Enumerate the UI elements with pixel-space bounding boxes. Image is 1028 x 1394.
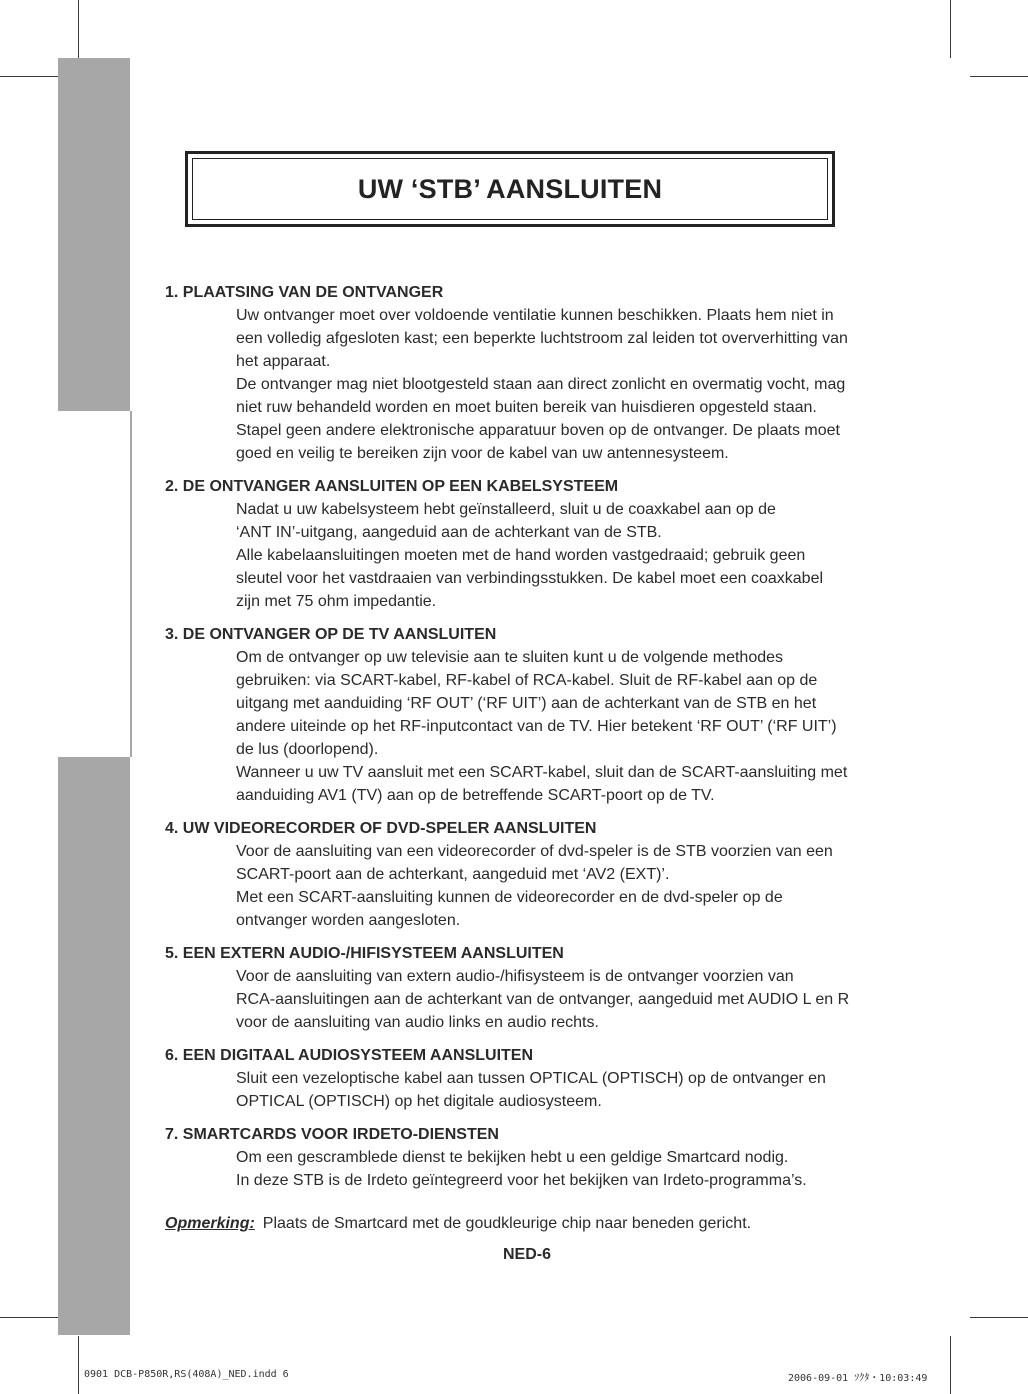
section-heading: 6. EEN DIGITAAL AUDIOSYSTEEM AANSLUITEN bbox=[165, 1047, 534, 1064]
instructions-content bbox=[165, 281, 875, 1202]
section-heading: 5. EEN EXTERN AUDIO-/HIFISYSTEEM AANSLUITEN bbox=[165, 945, 564, 962]
section-paragraph: De ontvanger mag niet blootgesteld staan aan direct zonlicht en overmatig vocht, mag niet ruw behandeld worden en moet buiten bereik van huisdieren opgesteld staan. Stapel geen andere elektronische apparatuur boven op de ontvanger. De plaats moet goed en veilig te bereiken zijn voor de kabel van uw antennesysteem. bbox=[236, 376, 846, 462]
section-digital-audio bbox=[165, 1044, 875, 1113]
note-label: Opmerking: bbox=[165, 1215, 255, 1232]
slug-file-info: 0901 DCB-P850R,RS(408A)_NED.indd 6 bbox=[84, 1369, 289, 1380]
section-paragraph: Met een SCART-aansluiting kunnen de videorecorder en de dvd-speler op de ontvanger worden aangesloten. bbox=[236, 889, 783, 929]
section-vcr-dvd bbox=[165, 817, 875, 932]
crop-mark bbox=[0, 76, 58, 77]
section-paragraph: Nadat u uw kabelsysteem hebt geïnstalleerd, sluit u de coaxkabel aan op de ‘ANT IN’-uitgang, aangeduid aan de achterkant van de STB. bbox=[236, 501, 776, 541]
side-tab-divider bbox=[130, 411, 132, 757]
section-heading: 2. DE ONTVANGER AANSLUITEN OP EEN KABELSYSTEEM bbox=[165, 478, 619, 495]
section-paragraph: Voor de aansluiting van een videorecorder of dvd-speler is de STB voorzien van een SCART-poort aan de achterkant, aangeduid met ‘AV2 (EXT)’. bbox=[236, 843, 833, 883]
section-smartcards bbox=[165, 1123, 875, 1192]
note bbox=[165, 1212, 751, 1235]
crop-mark bbox=[950, 1336, 951, 1394]
title-box bbox=[185, 151, 835, 227]
section-paragraph: Sluit een vezeloptische kabel aan tussen OPTICAL (OPTISCH) op de ontvanger en OPTICAL (OPTISCH) op het digitale audiosysteem. bbox=[236, 1070, 826, 1110]
crop-mark bbox=[78, 1336, 79, 1394]
section-placement bbox=[165, 281, 875, 465]
crop-mark bbox=[970, 1317, 1028, 1318]
crop-mark bbox=[0, 1317, 58, 1318]
note-text: Plaats de Smartcard met de goudkleurige chip naar beneden gericht. bbox=[262, 1215, 752, 1232]
section-paragraph: Voor de aansluiting van extern audio-/hifisysteem is de ontvanger voorzien van RCA-aansluitingen aan de achterkant van de ontvanger, aangeduid met AUDIO L en R voor de aansluiting van audio links en audio rechts. bbox=[236, 968, 850, 1031]
page-number: NED-6 bbox=[502, 1246, 551, 1263]
section-cable-system bbox=[165, 475, 875, 613]
section-heading: 4. UW VIDEORECORDER OF DVD-SPELER AANSLUITEN bbox=[165, 820, 597, 837]
section-heading: 3. DE ONTVANGER OP DE TV AANSLUITEN bbox=[165, 626, 497, 643]
section-paragraph: Wanneer u uw TV aansluit met een SCART-kabel, sluit dan de SCART-aansluiting met aanduiding AV1 (TV) aan op de betreffende SCART-poort op de TV. bbox=[236, 764, 848, 804]
crop-mark bbox=[78, 0, 79, 58]
crop-mark bbox=[970, 76, 1028, 77]
slug-timestamp: 2006-09-01 ｿｸﾀ・10:03:49 bbox=[788, 1373, 928, 1384]
page-title: UW ‘STB’ AANSLUITEN bbox=[357, 173, 663, 204]
crop-mark bbox=[950, 0, 951, 58]
section-heading: 7. SMARTCARDS VOOR IRDETO-DIENSTEN bbox=[165, 1126, 499, 1143]
section-paragraph: Alle kabelaansluitingen moeten met de hand worden vastgedraaid; gebruik geen sleutel voor het vastdraaien van verbindingsstukken. De kabel moet een coaxkabel zijn met 75 ohm impedantie. bbox=[236, 547, 824, 610]
section-heading: 1. PLAATSING VAN DE ONTVANGER bbox=[165, 284, 444, 301]
section-paragraph: Om de ontvanger op uw televisie aan te sluiten kunt u de volgende methodes gebruiken: via SCART-kabel, RF-kabel of RCA-kabel. Sluit de RF-kabel aan op de uitgang met aanduiding ‘RF OUT’ (‘RF UIT’) aan de achterkant van de STB en het andere uiteinde op het RF-inputcontact van de TV. Hier betekent ‘RF OUT’ (‘RF UIT’) de lus (doorlopend). bbox=[236, 649, 837, 758]
section-external-audio bbox=[165, 942, 875, 1034]
section-paragraph: Uw ontvanger moet over voldoende ventilatie kunnen beschikken. Plaats hem niet in een volledig afgesloten kast; een beperkte luchtstroom zal leiden tot oververhitting van het apparaat. bbox=[236, 307, 848, 370]
section-tv-connection bbox=[165, 623, 875, 807]
page-number-row bbox=[0, 1246, 1028, 1264]
side-tab-top bbox=[58, 58, 130, 411]
title-inner-frame bbox=[192, 158, 828, 220]
section-paragraph: Om een gescramblede dienst te bekijken hebt u een geldige Smartcard nodig. In deze STB is de Irdeto geïntegreerd voor het bekijken van Irdeto-programma’s. bbox=[236, 1149, 807, 1189]
